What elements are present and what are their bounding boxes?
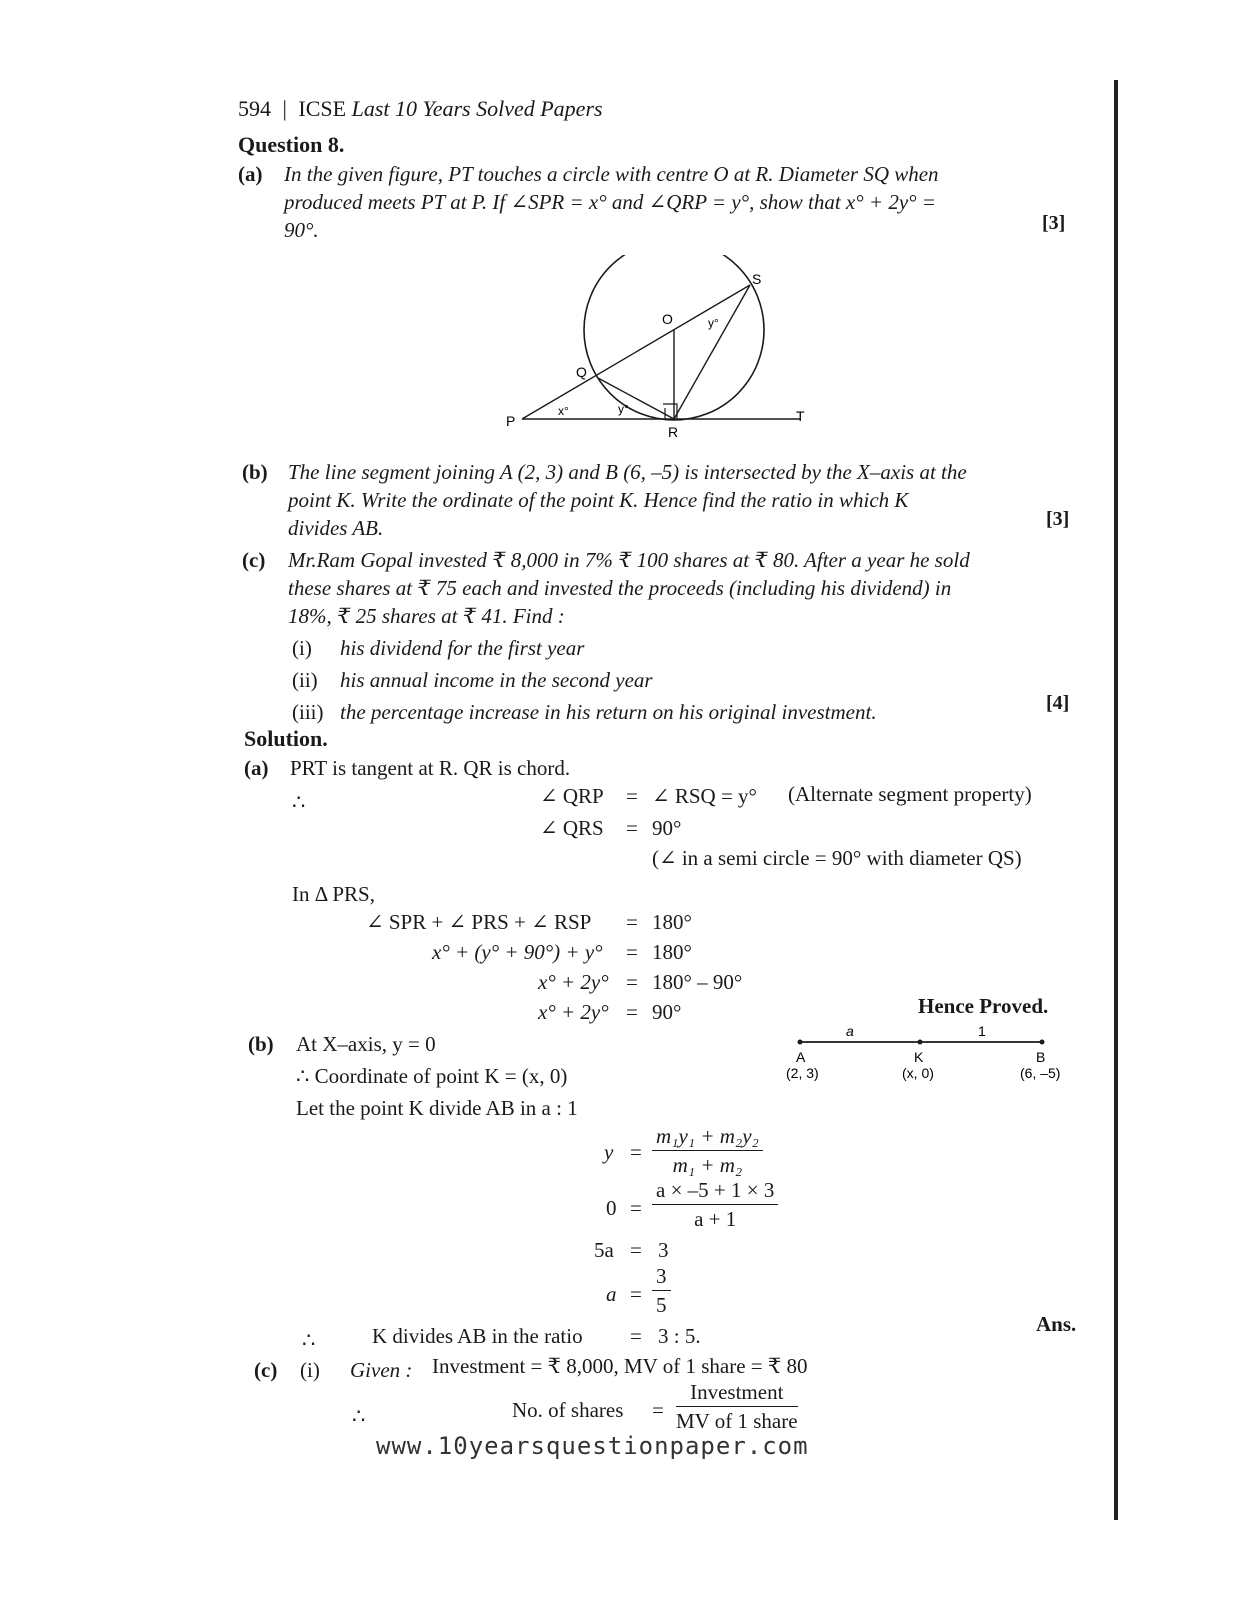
label-r: R bbox=[668, 424, 679, 440]
solution-a-eq3-left: ∠ SPR + ∠ PRS + ∠ RSP bbox=[366, 910, 592, 934]
question-c-line-1: Mr.Ram Gopal invested ₹ 8,000 in 7% ₹ 100 shares at ₹ 80. After a year he sold bbox=[288, 548, 970, 572]
solution-a-eq4-right: 180° bbox=[652, 940, 692, 964]
question-c-line-2: these shares at ₹ 75 each and invested the proceeds (including his dividend) in bbox=[288, 576, 952, 600]
formula-zero-denominator: a + 1 bbox=[694, 1207, 737, 1231]
label-t: T bbox=[796, 408, 805, 424]
solution-a-eq4-equals: = bbox=[626, 940, 638, 964]
solution-c-given: Given : bbox=[350, 1358, 413, 1382]
formula-y-left: y bbox=[604, 1140, 614, 1164]
question-c-part-iii-text: the percentage increase in his return on his original investment. bbox=[340, 700, 877, 724]
solution-a-eq6-left: x° + 2y° bbox=[538, 1000, 609, 1024]
question-c-line-3: 18%, ₹ 25 shares at ₹ 41. Find : bbox=[288, 604, 565, 628]
formula-5a-equals: = bbox=[630, 1238, 642, 1262]
solution-a-label: (a) bbox=[244, 756, 269, 780]
solution-b-line-3: Let the point K divide AB in a : 1 bbox=[296, 1096, 578, 1120]
solution-a-intro: PRT is tangent at R. QR is chord. bbox=[290, 756, 571, 780]
no-of-shares-fraction bbox=[676, 1380, 798, 1434]
diagram-coord-b: (6, –5) bbox=[1020, 1065, 1061, 1081]
solution-b-line-2: ∴ Coordinate of point K = (x, 0) bbox=[296, 1064, 568, 1088]
formula-zero-fraction bbox=[652, 1178, 778, 1232]
solution-a-eq1-right: ∠ RSQ = y° bbox=[652, 784, 757, 808]
solution-a-eq6-right: 90° bbox=[652, 1000, 682, 1024]
label-p: P bbox=[506, 413, 516, 429]
question-a-line-1: In the given figure, PT touches a circle with centre O at R. Diameter SQ when bbox=[284, 162, 939, 186]
formula-a-numerator: 3 bbox=[652, 1264, 671, 1291]
solution-a-eq2-note: (∠ in a semi circle = 90° with diameter QS) bbox=[652, 846, 1022, 870]
solution-c-given-text: Investment = ₹ 8,000, MV of 1 share = ₹ 80 bbox=[432, 1354, 808, 1378]
solution-a-eq1-equals: = bbox=[626, 784, 638, 808]
ratio-label-one: 1 bbox=[978, 1023, 986, 1039]
solution-c-therefore: ∴ bbox=[352, 1404, 366, 1428]
solution-a-eq2-left: ∠ QRS bbox=[540, 816, 604, 840]
diagram-coord-a: (2, 3) bbox=[786, 1065, 819, 1081]
point-a-dot bbox=[798, 1040, 803, 1045]
solution-a-eq3-right: 180° bbox=[652, 910, 692, 934]
question-a-line-2: produced meets PT at P. If ∠SPR = x° and ∠QRP = y°, show that x° + 2y° = bbox=[284, 190, 936, 214]
solution-b-line-1: At X–axis, y = 0 bbox=[296, 1032, 436, 1056]
page-number: 594 bbox=[238, 96, 271, 121]
question-a-line-3: 90°. bbox=[284, 218, 319, 242]
no-of-shares-equals: = bbox=[652, 1398, 664, 1422]
label-x-angle: x° bbox=[558, 404, 569, 418]
book-prefix: ICSE bbox=[298, 96, 347, 121]
solution-a-eq4-left: x° + (y° + 90°) + y° bbox=[432, 940, 603, 964]
question-title: Question 8. bbox=[238, 132, 345, 157]
ratio-line-diagram bbox=[780, 1020, 1080, 1100]
diagram-coord-k: (x, 0) bbox=[902, 1065, 934, 1081]
solution-a-eq2-equals: = bbox=[626, 816, 638, 840]
question-c-marks: [4] bbox=[1046, 692, 1070, 714]
question-b-marks: [3] bbox=[1046, 508, 1070, 530]
label-s: S bbox=[752, 271, 762, 287]
formula-zero-equals: = bbox=[630, 1196, 642, 1220]
label-y-angle-s: y° bbox=[708, 316, 719, 330]
formula-5a-right: 3 bbox=[658, 1238, 669, 1262]
diagram-label-a: A bbox=[796, 1049, 806, 1065]
label-y-angle-r: y° bbox=[618, 402, 629, 416]
no-of-shares-denominator: MV of 1 share bbox=[676, 1409, 798, 1433]
solution-b-therefore: ∴ bbox=[302, 1328, 316, 1352]
chord-qr bbox=[598, 378, 674, 419]
question-b-line-3: divides AB. bbox=[288, 516, 384, 540]
running-header bbox=[238, 96, 603, 122]
formula-y-equals: = bbox=[630, 1140, 642, 1164]
question-b-label: (b) bbox=[242, 460, 268, 484]
formula-y-fraction bbox=[652, 1124, 763, 1178]
question-b-line-1: The line segment joining A (2, 3) and B (6, –5) is intersected by the X–axis at the bbox=[288, 460, 967, 484]
ratio-label-a: a bbox=[846, 1023, 854, 1039]
chord-rs bbox=[674, 285, 750, 419]
page-edge-line bbox=[1114, 80, 1118, 1520]
solution-a-therefore: ∴ bbox=[292, 790, 306, 814]
solution-a-eq2-right: 90° bbox=[652, 816, 682, 840]
header-separator: | bbox=[282, 96, 287, 121]
solution-a-eq5-left: x° + 2y° bbox=[538, 970, 609, 994]
label-q: Q bbox=[576, 364, 587, 380]
question-c-label: (c) bbox=[242, 548, 266, 572]
solution-title: Solution. bbox=[244, 726, 328, 751]
point-b-dot bbox=[1040, 1040, 1045, 1045]
no-of-shares-left: No. of shares bbox=[512, 1398, 624, 1422]
solution-a-eq6-equals: = bbox=[626, 1000, 638, 1024]
question-b-line-2: point K. Write the ordinate of the point K. Hence find the ratio in which K bbox=[288, 488, 909, 512]
formula-a-denominator: 5 bbox=[656, 1293, 667, 1317]
solution-b-conclusion-left: K divides AB in the ratio bbox=[372, 1324, 583, 1348]
question-c-part-ii-num: (ii) bbox=[292, 668, 318, 692]
diagram-label-b: B bbox=[1036, 1049, 1046, 1065]
formula-5a-left: 5a bbox=[594, 1238, 614, 1262]
question-c-part-ii-text: his annual income in the second year bbox=[340, 668, 653, 692]
question-a-label: (a) bbox=[238, 162, 263, 186]
solution-a-eq3-equals: = bbox=[626, 910, 638, 934]
watermark-url: www.10yearsquestionpaper.com bbox=[376, 1432, 809, 1460]
book-title: Last 10 Years Solved Papers bbox=[351, 96, 603, 121]
solution-a-eq1-note: (Alternate segment property) bbox=[788, 782, 1032, 806]
solution-b-answer: Ans. bbox=[1036, 1312, 1077, 1336]
solution-b-conclusion-right: 3 : 5. bbox=[658, 1324, 701, 1348]
formula-a-left: a bbox=[606, 1282, 617, 1306]
solution-a-in-triangle: In Δ PRS, bbox=[292, 882, 375, 906]
solution-c-sub: (i) bbox=[300, 1358, 320, 1382]
point-k-dot bbox=[918, 1040, 923, 1045]
circle-tangent-figure bbox=[500, 255, 830, 450]
solution-b-conclusion-equals: = bbox=[630, 1324, 642, 1348]
formula-a-equals: = bbox=[630, 1282, 642, 1306]
solution-b-label: (b) bbox=[248, 1032, 274, 1056]
hence-proved: Hence Proved. bbox=[918, 994, 1049, 1018]
formula-y-numerator: m₁y₁ + m₂y₂ bbox=[652, 1124, 763, 1151]
solution-a-eq5-right: 180° – 90° bbox=[652, 970, 743, 994]
solution-a-eq1-left: ∠ QRP bbox=[540, 784, 604, 808]
solution-c-label: (c) bbox=[254, 1358, 278, 1382]
label-o: O bbox=[662, 311, 673, 327]
question-c-part-i-text: his dividend for the first year bbox=[340, 636, 585, 660]
diagram-label-k: K bbox=[914, 1049, 924, 1065]
formula-y-denominator: m₁ + m₂ bbox=[672, 1153, 743, 1177]
no-of-shares-numerator: Investment bbox=[676, 1380, 798, 1407]
solution-a-eq5-equals: = bbox=[626, 970, 638, 994]
formula-zero-numerator: a × –5 + 1 × 3 bbox=[652, 1178, 778, 1205]
question-c-part-iii-num: (iii) bbox=[292, 700, 324, 724]
formula-zero-left: 0 bbox=[606, 1196, 617, 1220]
question-a-marks: [3] bbox=[1042, 212, 1066, 234]
formula-a-fraction bbox=[652, 1264, 671, 1318]
question-c-part-i-num: (i) bbox=[292, 636, 312, 660]
